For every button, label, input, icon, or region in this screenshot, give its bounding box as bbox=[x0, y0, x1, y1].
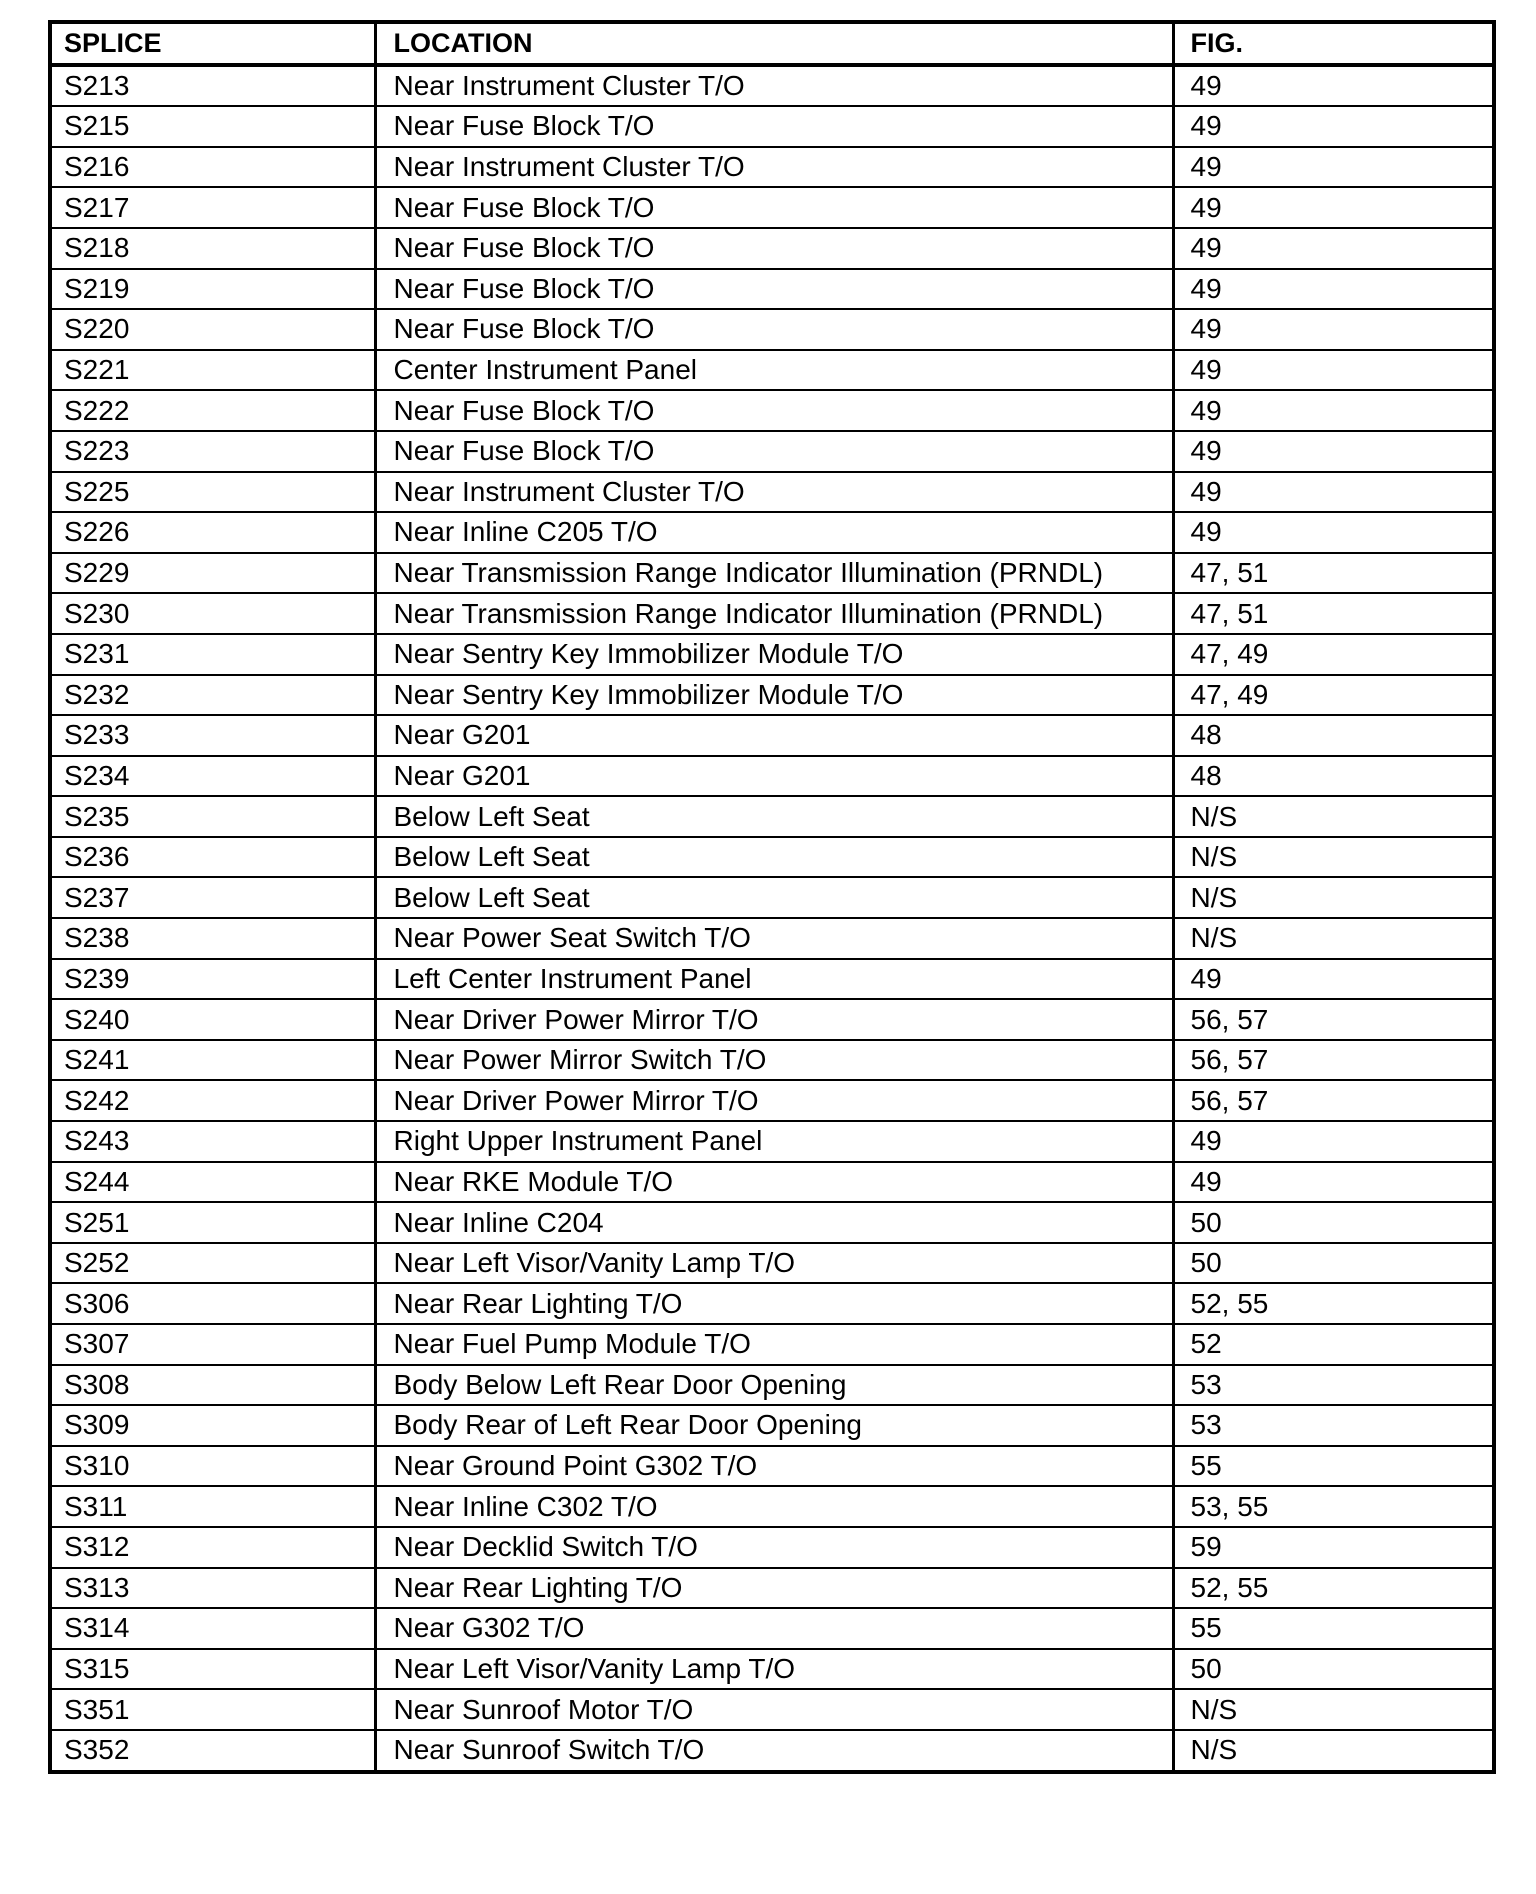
location-cell: Near Decklid Switch T/O bbox=[375, 1527, 1173, 1568]
splice-cell: S233 bbox=[50, 715, 375, 756]
location-cell: Near Transmission Range Indicator Illumination (PRNDL) bbox=[375, 553, 1173, 594]
fig-cell: 52, 55 bbox=[1173, 1568, 1494, 1609]
fig-cell: 47, 51 bbox=[1173, 553, 1494, 594]
table-row bbox=[50, 1365, 1494, 1406]
fig-cell: 53, 55 bbox=[1173, 1486, 1494, 1527]
location-cell: Near Left Visor/Vanity Lamp T/O bbox=[375, 1243, 1173, 1284]
splice-cell: S235 bbox=[50, 796, 375, 837]
table-row bbox=[50, 756, 1494, 797]
location-cell: Near Instrument Cluster T/O bbox=[375, 65, 1173, 107]
table-row bbox=[50, 918, 1494, 959]
location-cell: Near Fuse Block T/O bbox=[375, 269, 1173, 310]
location-cell: Near Sunroof Motor T/O bbox=[375, 1689, 1173, 1730]
location-cell: Near Transmission Range Indicator Illumination (PRNDL) bbox=[375, 593, 1173, 634]
location-cell: Near Sentry Key Immobilizer Module T/O bbox=[375, 675, 1173, 716]
fig-cell: 56, 57 bbox=[1173, 999, 1494, 1040]
location-cell: Right Upper Instrument Panel bbox=[375, 1121, 1173, 1162]
location-cell: Near Ground Point G302 T/O bbox=[375, 1446, 1173, 1487]
fig-cell: 49 bbox=[1173, 1162, 1494, 1203]
splice-cell: S234 bbox=[50, 756, 375, 797]
table-row bbox=[50, 1162, 1494, 1203]
location-cell: Below Left Seat bbox=[375, 796, 1173, 837]
table-row bbox=[50, 1446, 1494, 1487]
table-row bbox=[50, 675, 1494, 716]
location-cell: Near Fuse Block T/O bbox=[375, 309, 1173, 350]
fig-cell: 49 bbox=[1173, 959, 1494, 1000]
splice-cell: S352 bbox=[50, 1730, 375, 1772]
location-cell: Near Fuel Pump Module T/O bbox=[375, 1324, 1173, 1365]
fig-cell: 49 bbox=[1173, 147, 1494, 188]
fig-cell: 55 bbox=[1173, 1446, 1494, 1487]
splice-cell: S225 bbox=[50, 472, 375, 513]
table-row bbox=[50, 1527, 1494, 1568]
fig-cell: 49 bbox=[1173, 187, 1494, 228]
table-row bbox=[50, 350, 1494, 391]
table-row bbox=[50, 1121, 1494, 1162]
table-row bbox=[50, 959, 1494, 1000]
fig-cell: 47, 51 bbox=[1173, 593, 1494, 634]
table-row bbox=[50, 1689, 1494, 1730]
splice-cell: S244 bbox=[50, 1162, 375, 1203]
splice-cell: S309 bbox=[50, 1405, 375, 1446]
splice-cell: S307 bbox=[50, 1324, 375, 1365]
splice-cell: S218 bbox=[50, 228, 375, 269]
table-row bbox=[50, 1405, 1494, 1446]
fig-cell: 53 bbox=[1173, 1405, 1494, 1446]
table-row bbox=[50, 1568, 1494, 1609]
splice-cell: S213 bbox=[50, 65, 375, 107]
table-row bbox=[50, 837, 1494, 878]
splice-cell: S241 bbox=[50, 1040, 375, 1081]
fig-cell: 49 bbox=[1173, 106, 1494, 147]
table-body bbox=[50, 65, 1494, 1772]
table-row bbox=[50, 390, 1494, 431]
table-row bbox=[50, 1730, 1494, 1772]
fig-cell: 49 bbox=[1173, 431, 1494, 472]
fig-cell: N/S bbox=[1173, 837, 1494, 878]
location-cell: Near G201 bbox=[375, 715, 1173, 756]
table-row bbox=[50, 431, 1494, 472]
table-row bbox=[50, 1202, 1494, 1243]
splice-cell: S215 bbox=[50, 106, 375, 147]
header-fig: FIG. bbox=[1173, 22, 1494, 65]
table-row bbox=[50, 999, 1494, 1040]
splice-cell: S219 bbox=[50, 269, 375, 310]
fig-cell: 56, 57 bbox=[1173, 1040, 1494, 1081]
location-cell: Near Power Seat Switch T/O bbox=[375, 918, 1173, 959]
location-cell: Near G201 bbox=[375, 756, 1173, 797]
splice-cell: S240 bbox=[50, 999, 375, 1040]
location-cell: Near Instrument Cluster T/O bbox=[375, 472, 1173, 513]
header-location: LOCATION bbox=[375, 22, 1173, 65]
location-cell: Near Sentry Key Immobilizer Module T/O bbox=[375, 634, 1173, 675]
location-cell: Near Rear Lighting T/O bbox=[375, 1283, 1173, 1324]
fig-cell: 56, 57 bbox=[1173, 1080, 1494, 1121]
fig-cell: N/S bbox=[1173, 796, 1494, 837]
fig-cell: 53 bbox=[1173, 1365, 1494, 1406]
table-row bbox=[50, 1486, 1494, 1527]
splice-cell: S237 bbox=[50, 877, 375, 918]
splice-cell: S242 bbox=[50, 1080, 375, 1121]
location-cell: Near Inline C204 bbox=[375, 1202, 1173, 1243]
splice-cell: S314 bbox=[50, 1608, 375, 1649]
fig-cell: 49 bbox=[1173, 472, 1494, 513]
fig-cell: N/S bbox=[1173, 1730, 1494, 1772]
header-row bbox=[50, 22, 1494, 65]
fig-cell: N/S bbox=[1173, 1689, 1494, 1730]
fig-cell: 55 bbox=[1173, 1608, 1494, 1649]
splice-cell: S306 bbox=[50, 1283, 375, 1324]
table-row bbox=[50, 634, 1494, 675]
fig-cell: 48 bbox=[1173, 756, 1494, 797]
splice-cell: S223 bbox=[50, 431, 375, 472]
fig-cell: 49 bbox=[1173, 390, 1494, 431]
table-row bbox=[50, 228, 1494, 269]
table-row bbox=[50, 715, 1494, 756]
fig-cell: 47, 49 bbox=[1173, 634, 1494, 675]
table-row bbox=[50, 1608, 1494, 1649]
splice-cell: S216 bbox=[50, 147, 375, 188]
fig-cell: 52 bbox=[1173, 1324, 1494, 1365]
splice-cell: S308 bbox=[50, 1365, 375, 1406]
splice-cell: S232 bbox=[50, 675, 375, 716]
table-row bbox=[50, 269, 1494, 310]
splice-cell: S252 bbox=[50, 1243, 375, 1284]
table-row bbox=[50, 796, 1494, 837]
table-row bbox=[50, 309, 1494, 350]
table-row bbox=[50, 593, 1494, 634]
fig-cell: 59 bbox=[1173, 1527, 1494, 1568]
location-cell: Near Instrument Cluster T/O bbox=[375, 147, 1173, 188]
splice-cell: S231 bbox=[50, 634, 375, 675]
location-cell: Near Fuse Block T/O bbox=[375, 106, 1173, 147]
fig-cell: 49 bbox=[1173, 1121, 1494, 1162]
splice-cell: S221 bbox=[50, 350, 375, 391]
location-cell: Near Inline C205 T/O bbox=[375, 512, 1173, 553]
location-cell: Near Fuse Block T/O bbox=[375, 228, 1173, 269]
fig-cell: 49 bbox=[1173, 512, 1494, 553]
splice-cell: S236 bbox=[50, 837, 375, 878]
table-row bbox=[50, 1040, 1494, 1081]
table-row bbox=[50, 1283, 1494, 1324]
table-row bbox=[50, 1324, 1494, 1365]
fig-cell: 49 bbox=[1173, 65, 1494, 107]
location-cell: Near RKE Module T/O bbox=[375, 1162, 1173, 1203]
location-cell: Body Rear of Left Rear Door Opening bbox=[375, 1405, 1173, 1446]
splice-cell: S315 bbox=[50, 1649, 375, 1690]
location-cell: Near Sunroof Switch T/O bbox=[375, 1730, 1173, 1772]
splice-cell: S222 bbox=[50, 390, 375, 431]
fig-cell: 50 bbox=[1173, 1649, 1494, 1690]
table-row bbox=[50, 877, 1494, 918]
table-row bbox=[50, 1243, 1494, 1284]
splice-cell: S251 bbox=[50, 1202, 375, 1243]
splice-cell: S238 bbox=[50, 918, 375, 959]
splice-cell: S351 bbox=[50, 1689, 375, 1730]
splice-location-table bbox=[48, 20, 1496, 1774]
location-cell: Near Inline C302 T/O bbox=[375, 1486, 1173, 1527]
fig-cell: 50 bbox=[1173, 1202, 1494, 1243]
splice-cell: S226 bbox=[50, 512, 375, 553]
splice-cell: S230 bbox=[50, 593, 375, 634]
location-cell: Near Rear Lighting T/O bbox=[375, 1568, 1173, 1609]
table-row bbox=[50, 106, 1494, 147]
fig-cell: N/S bbox=[1173, 918, 1494, 959]
fig-cell: 49 bbox=[1173, 350, 1494, 391]
splice-cell: S220 bbox=[50, 309, 375, 350]
table-row bbox=[50, 553, 1494, 594]
fig-cell: 48 bbox=[1173, 715, 1494, 756]
splice-cell: S229 bbox=[50, 553, 375, 594]
location-cell: Near Power Mirror Switch T/O bbox=[375, 1040, 1173, 1081]
fig-cell: 49 bbox=[1173, 269, 1494, 310]
table-row bbox=[50, 187, 1494, 228]
table-row bbox=[50, 1649, 1494, 1690]
splice-cell: S312 bbox=[50, 1527, 375, 1568]
table-row bbox=[50, 65, 1494, 107]
location-cell: Near Fuse Block T/O bbox=[375, 187, 1173, 228]
location-cell: Near Driver Power Mirror T/O bbox=[375, 1080, 1173, 1121]
table-row bbox=[50, 1080, 1494, 1121]
splice-cell: S217 bbox=[50, 187, 375, 228]
location-cell: Near Fuse Block T/O bbox=[375, 390, 1173, 431]
table-row bbox=[50, 472, 1494, 513]
location-cell: Near Left Visor/Vanity Lamp T/O bbox=[375, 1649, 1173, 1690]
location-cell: Below Left Seat bbox=[375, 837, 1173, 878]
table-row bbox=[50, 512, 1494, 553]
fig-cell: 50 bbox=[1173, 1243, 1494, 1284]
location-cell: Below Left Seat bbox=[375, 877, 1173, 918]
splice-cell: S310 bbox=[50, 1446, 375, 1487]
location-cell: Near G302 T/O bbox=[375, 1608, 1173, 1649]
splice-cell: S313 bbox=[50, 1568, 375, 1609]
splice-cell: S243 bbox=[50, 1121, 375, 1162]
splice-cell: S311 bbox=[50, 1486, 375, 1527]
fig-cell: 52, 55 bbox=[1173, 1283, 1494, 1324]
header-splice: SPLICE bbox=[50, 22, 375, 65]
location-cell: Left Center Instrument Panel bbox=[375, 959, 1173, 1000]
fig-cell: 47, 49 bbox=[1173, 675, 1494, 716]
location-cell: Near Driver Power Mirror T/O bbox=[375, 999, 1173, 1040]
location-cell: Center Instrument Panel bbox=[375, 350, 1173, 391]
fig-cell: N/S bbox=[1173, 877, 1494, 918]
fig-cell: 49 bbox=[1173, 309, 1494, 350]
table-header bbox=[50, 22, 1494, 65]
location-cell: Body Below Left Rear Door Opening bbox=[375, 1365, 1173, 1406]
location-cell: Near Fuse Block T/O bbox=[375, 431, 1173, 472]
fig-cell: 49 bbox=[1173, 228, 1494, 269]
splice-cell: S239 bbox=[50, 959, 375, 1000]
table-row bbox=[50, 147, 1494, 188]
